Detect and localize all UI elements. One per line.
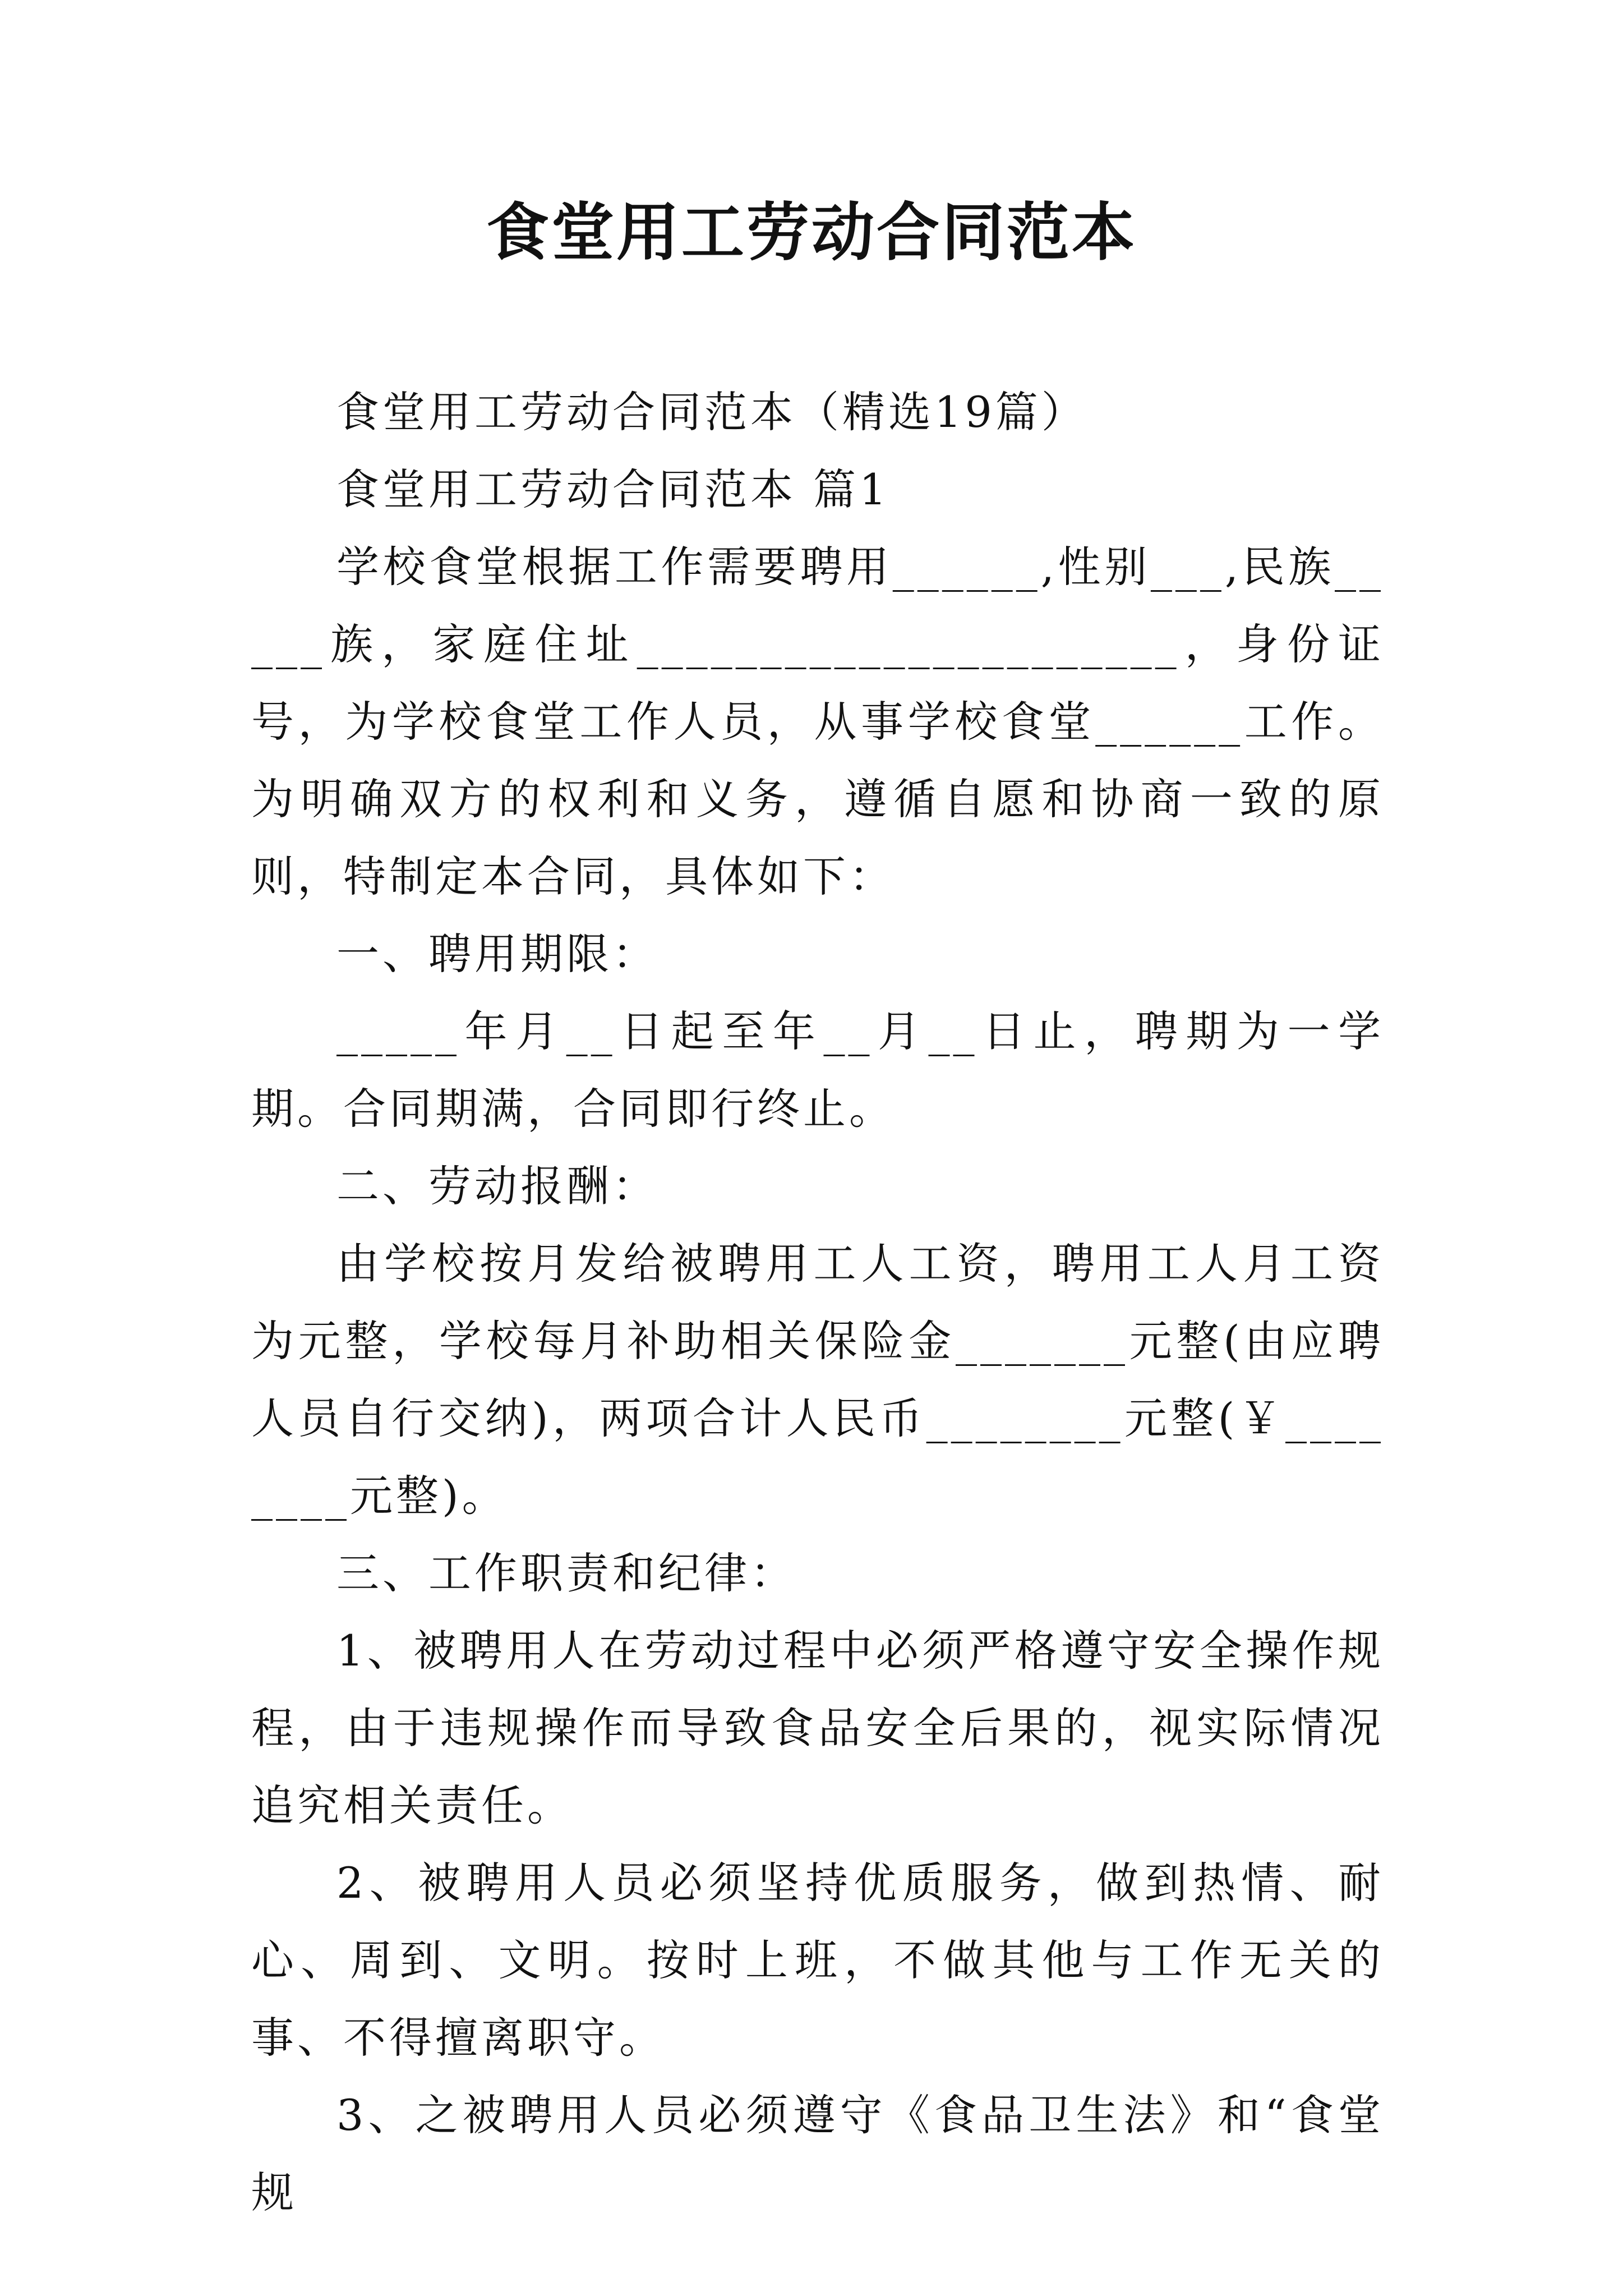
paragraph-duty-1: 1、被聘用人在劳动过程中必须严格遵守安全操作规程，由于违规操作而导致食品安全后果的，视实际情况追究相关责任。 [251,1626,1384,1830]
heading-remuneration: 二、劳动报酬： [336,1161,658,1211]
paragraph-duty-3: 3、之被聘用人员必须遵守《食品卫生法》和“食堂规 [251,2090,1384,2217]
paragraph-intro: 学校食堂根据工作需要聘用______,性别___,民族_____族，家庭住址______________________，身份证号，为学校食堂工作人员，从事学校食堂______工作。为明确双方的权利和义务，遵循自愿和协商一致的原则，特制定本合同，具体如下： [251,542,1384,901]
heading-term: 一、聘用期限： [336,929,658,979]
paragraph-subtitle: 食堂用工劳动合同范本（精选19篇） [336,387,1087,437]
document-title: 食堂用工劳动合同范本 [486,196,1137,269]
paragraph-term: _____年月__日起至年__月__日止，聘期为一学期。合同期满，合同即行终止。 [251,1006,1384,1134]
paragraph-remuneration: 由学校按月发给被聘用工人工资，聘用工人月工资为元整，学校每月补助相关保险金_______元整(由应聘人员自行交纳)，两项合计人民币________元整(￥________元整)。 [251,1239,1384,1521]
document-body [251,374,1384,2231]
paragraph-section-heading: 食堂用工劳动合同范本 篇1 [336,464,890,514]
paragraph-duty-2: 2、被聘用人员必须坚持优质服务，做到热情、耐心、周到、文明。按时上班，不做其他与工作无关的事、不得擅离职守。 [251,1858,1384,2063]
heading-duties: 三、工作职责和纪律： [336,1548,796,1598]
